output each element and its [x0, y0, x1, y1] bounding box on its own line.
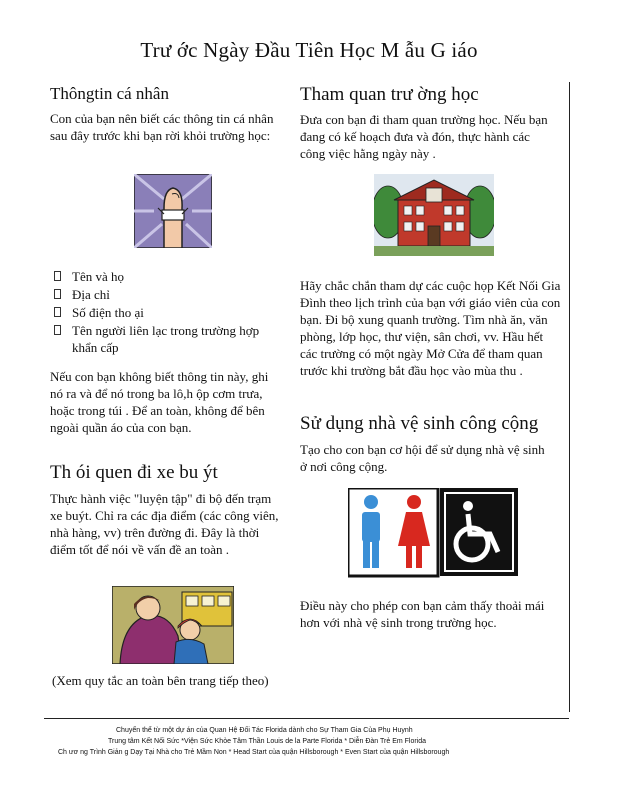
list-item: Tên và họ: [52, 268, 284, 285]
restroom-heading: Sử dụng nhà vệ sinh công cộng: [300, 413, 539, 434]
page-title: Trư ớc Ngày Đầu Tiên Học M ẫu G iáo: [140, 38, 478, 62]
footer-line: Chuyển thể từ một dự án của Quan Hệ Đối Tác Florida dành cho Sự Tham Gia Của Phụ Huynh: [116, 727, 413, 734]
bus-caption: (Xem quy tắc an toàn bên trang tiếp theo): [52, 673, 269, 688]
restroom-text-1: Tạo cho con bạn cơ hội để sử dụng nhà vệ sinh ở nơi công cộng.: [300, 442, 545, 474]
personal-info-heading: Thôngtin cá nhân: [50, 84, 169, 103]
visit-text-1: Đưa con bạn đi tham quan trường học. Nếu bạn đang có kế hoạch đưa và đón, thực hành các công việc hằng ngày này .: [300, 112, 548, 161]
list-item: Tên người liên lạc trong trường hợp khẩn cấp: [52, 322, 284, 356]
restroom-signs-illustration: [348, 488, 518, 578]
bus-text: Thực hành việc "luyện tập" đi bộ đến trạm xe buýt. Chỉ ra các địa điểm (các công viên, nhà hàng, vv) trên đường đi. Đây là thời điểm tốt để nói về vấn đề an toàn .: [50, 491, 279, 557]
personal-info-intro: Con của bạn nên biết các thông tin cá nhân sau đây trước khi bạn rời khỏi trường học:: [50, 111, 274, 143]
personal-info-list: [52, 268, 284, 357]
bandaged-finger-illustration: [134, 174, 212, 248]
bus-heading: Th ói quen đi xe bu ýt: [50, 462, 218, 483]
visit-heading: Tham quan trư ờng học: [300, 84, 479, 105]
bullet-icon: [54, 289, 61, 299]
bullet-icon: [54, 325, 61, 335]
bullet-icon: [54, 307, 61, 317]
footer-line: Trung tâm Kết Nối Sức *Viện Sức Khỏe Tâm Thần Louis de la Parte Florida * Diễn Đàn Trẻ Em Florida: [108, 738, 427, 745]
footer-divider: [44, 718, 569, 719]
footer-line: Ch ươ ng Trình Giản g Dạy Tại Nhà cho Trẻ Mầm Non * Head Start của quận Hillsborough * Even Start của quận Hillsborough: [58, 749, 450, 756]
column-divider: [569, 82, 570, 712]
footer-credits: [0, 726, 618, 766]
visit-text-2: Hãy chắc chắn tham dự các cuộc họp Kết Nối Gia Đình theo lịch trình của bạn với giáo viên của con bạn. Đi bộ xung quanh trường. Tìm nhà ăn, văn phòng, lớp học, thư viện, sân chơi, vv. Hầu hết các trường có một ngày Mở Cửa để tham quan trước khi trường bắt đầu học vào mùa thu .: [300, 278, 561, 378]
personal-info-note: Nếu con bạn không biết thông tin này, ghi nó ra và để nó trong ba lô,h ộp cơm trưa, hoặc trong túi . Để an toàn, không để bên ngoài quần áo của con bạn.: [50, 369, 269, 435]
bullet-icon: [54, 271, 61, 281]
list-item: Địa chỉ: [52, 286, 284, 303]
school-building-illustration: [374, 174, 494, 256]
list-item: Số điện tho ại: [52, 304, 284, 321]
bus-stop-illustration: [112, 586, 234, 664]
restroom-text-2: Điều này cho phép con bạn cảm thấy thoải mái hơn với nhà vệ sinh trong trường học.: [300, 598, 545, 630]
